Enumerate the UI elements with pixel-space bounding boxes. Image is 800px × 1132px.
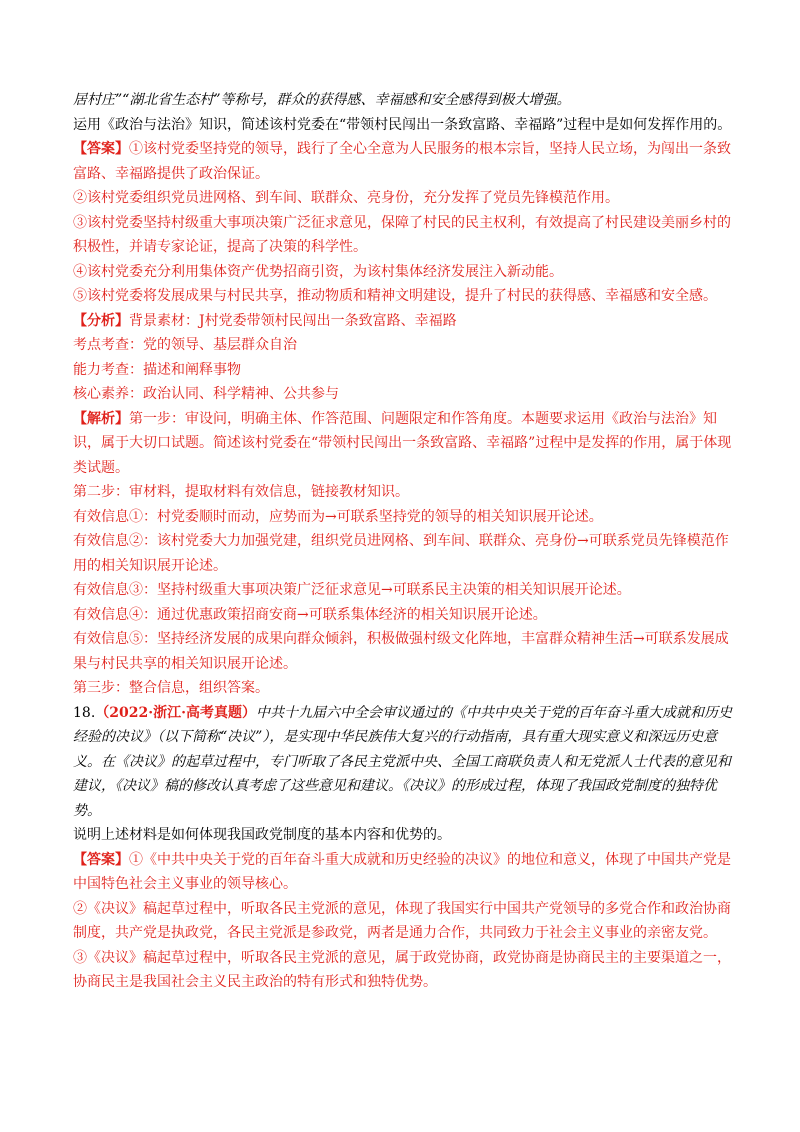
q17-answer-line-5: ⑤该村党委将发展成果与村民共享，推动物质和精神文明建设，提升了村民的获得感、幸福感和安全感。: [73, 288, 717, 304]
q18-answer-text-1: ①《中共中央关于党的百年奋斗重大成就和历史经验的决议》的地位和意义，体现了中国共产党是中国特色社会主义事业的领导核心。: [73, 851, 731, 892]
q17-analysis-line-3: 能力考查：描述和阐释事物: [73, 361, 241, 378]
q17-explain-text-1: 第一步：审设问，明确主体、作答范围、问题限定和作答角度。本题要求运用《政治与法治》知识，属于大切口试题。简述该村党委在“带领村民闯出一条致富路、幸福路”过程中是发挥的作用，属于体现类试题。: [73, 410, 732, 476]
q18-question: 说明上述材料是如何体现我国政党制度的基本内容和优势的。: [73, 827, 451, 843]
q17-explain-line-2: 第二步：审材料，提取材料有效信息，链接教材知识。: [73, 484, 409, 500]
q17-answer-line-1: [73, 137, 733, 186]
q18-number: 18.: [73, 704, 96, 721]
q17-explain-line-7: 有效信息⑤：坚持经济发展的成果向群众倾斜，积极做强村级文化阵地，丰富群众精神生活→可联系发展成果与村民共享的相关知识展开论述。: [73, 631, 729, 672]
q17-explain-line-3: 有效信息①：村党委顺时而动，应势而为→可联系坚持党的领导的相关知识展开论述。: [73, 508, 603, 525]
q17-explain-line-6: 有效信息④：通过优惠政策招商安商→可联系集体经济的相关知识展开论述。: [73, 606, 547, 623]
q18-material-text: 中共十九届六中全会审议通过的《中共中央关于党的百年奋斗重大成就和历史经验的决议》（以下简称“决议”），是实现中华民族伟大复兴的行动指南，具有重大现实意义和深远历史意义。在《决议》的起草过程中，专门听取了各民主党派中央、全国工商联负责人和无党派人士代表的意见和建议，《决议》稿的修改认真考虑了这些意见和建议。《决议》的形成过程，体现了我国政党制度的独特优势。: [73, 704, 732, 819]
q18-material: [73, 701, 733, 824]
q17-analysis-text-1: 背景素材：J村党委带领村民闯出一条致富路、幸福路: [129, 312, 457, 329]
q18-answer-line-3: ③《决议》稿起草过程中，听取各民主党派的意见，属于政党协商，政党协商是协商民主的主要渠道之一，协商民主是我国社会主义民主政治的特有形式和独特优势。: [73, 949, 731, 990]
q18-answer-label: 【答案】: [73, 851, 129, 868]
q17-answer-line-2: ②该村党委组织党员进网格、到车间、联群众、亮身份，充分发挥了党员先锋模范作用。: [73, 190, 619, 206]
q17-answer-line-3: ③该村党委坚持村级重大事项决策广泛征求意见，保障了村民的民主权利，有效提高了村民建设美丽乡村的积极性，并请专家论证，提高了决策的科学性。: [73, 214, 731, 255]
q17-question: 运用《政治与法治》知识，简述该村党委在“带领村民闯出一条致富路、幸福路”过程中是如何发挥作用的。: [73, 116, 732, 133]
q17-analysis-line-1: [73, 309, 733, 334]
q17-answer-text-1: ①该村党委坚持党的领导，践行了全心全意为人民服务的根本宗旨，坚持人民立场，为闯出一条致富路、幸福路提供了政治保证。: [73, 141, 731, 182]
q17-analysis-label: 【分析】: [73, 312, 129, 329]
q17-explain-line-1: [73, 407, 733, 481]
q17-analysis-line-4: 核心素养：政治认同、科学精神、公共参与: [73, 386, 339, 402]
q17-answer-label: 【答案】: [73, 141, 129, 157]
q17-material-tail: 居村庄”“湖北省生态村”等称号，群众的获得感、幸福感和安全感得到极大增强。: [73, 92, 571, 108]
q17-explain-line-5: 有效信息③：坚持村级重大事项决策广泛征求意见→可联系民主决策的相关知识展开论述。: [73, 582, 631, 598]
document-page: [73, 88, 733, 995]
q18-answer-line-2: ②《决议》稿起草过程中，听取各民主党派的意见，体现了我国实行中国共产党领导的多党合作和政治协商制度，共产党是执政党，各民主党派是参政党，两者是通力合作，共同致力于社会主义事业的亲密友党。: [73, 900, 731, 941]
q18-source: （2022·浙江·高考真题）: [95, 704, 256, 721]
q17-answer-line-4: ④该村党委充分利用集体资产优势招商引资，为该村集体经济发展注入新动能。: [73, 263, 563, 280]
q17-explain-label: 【解析】: [73, 410, 129, 427]
q17-explain-line-4: 有效信息②：该村党委大力加强党建，组织党员进网格、到车间、联群众、亮身份→可联系党员先锋模范作用的相关知识展开论述。: [73, 533, 729, 574]
q17-analysis-line-2: 考点考查：党的领导、基层群众自治: [73, 337, 297, 353]
q17-explain-line-8: 第三步：整合信息，组织答案。: [73, 680, 269, 696]
q18-answer-line-1: [73, 848, 733, 897]
